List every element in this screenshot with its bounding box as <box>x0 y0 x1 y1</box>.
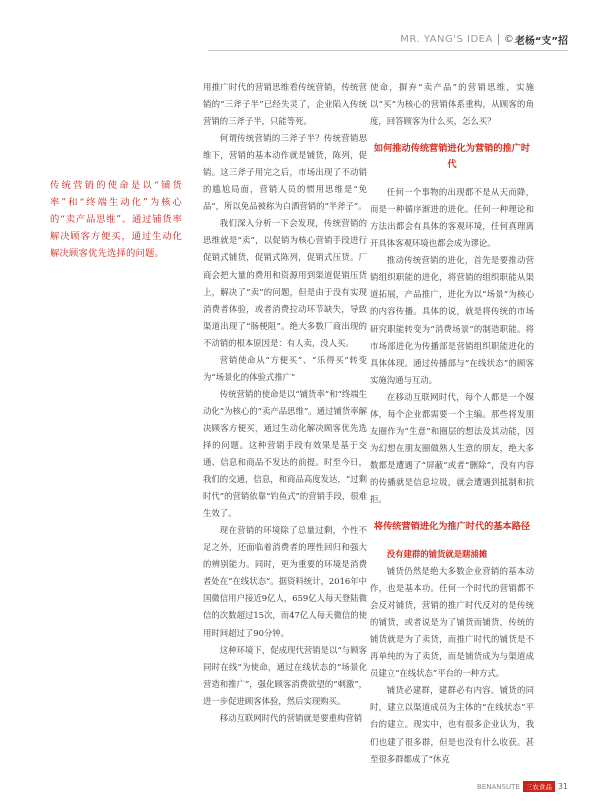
footer-magazine-name: BENANSUTE <box>477 782 520 791</box>
paragraph: 现在营销的环境除了总量过剩，个性不足之外，还面临着消费者的理性回归和强大的辨别能力。同时，更为重要的环境是消费者处在“在线状态”。据资料统计，2016年中国微信用户接近9亿人，659亿人每天登陆微信的次数超过15次，而47亿人每天微信的使用时间超过了90分钟。 <box>203 525 367 638</box>
paragraph: 铺货必建群，建群必有内容。铺货的同时，建立以渠道成员为主体的“在线状态”平台的建立。现实中，也有很多企业认为，我们也建了很多群，但是也没有什么收获。甚至很多群都成了“休克 <box>370 685 534 764</box>
paragraph: 铺货仍然是绝大多数企业营销的基本动作，也是基本功。任何一个时代的营销都不会反对铺货，营销的推广时代反对的是传统的铺货，或者说是为了铺货而铺货，传统的铺货就是为了卖货，而推广时代的铺货是不再单纯的为了卖货，而是铺货成为与渠道成员建立“在线状态”平台的一种方式。 <box>370 566 534 679</box>
paragraph: 用推广时代的营销思维看传统营销，传统营销的“三斧子半”已经失灵了，企业陷入传统营销的三斧子半，只能等死。 <box>203 82 367 127</box>
paragraph: 我们深入分析一下会发现，传统营销的思维就是“卖”，以促销为核心营销手段进行促销式铺货，促销式陈列，促销式压货。厂商会把大量的费用和资源用到渠道促销压货上，解决了“卖”的问题，但是由于没有实现消费者体验，或者消费拉动环节缺失，导致渠道出现了“肠梗阻”。绝大多数厂商出现的不动销的根本原因是：有人卖，没人买。 <box>203 218 367 348</box>
subsection-heading: 没有建群的铺货就是瞎浦摊 <box>386 549 488 560</box>
page-header <box>400 30 568 48</box>
paragraph: 这种环境下，促成现代营销是以“与顾客同时在线”为使命，通过在线状态的“场景化营造和推广”，强化顾客消费欲望的“刺激”，进一步促进顾客体验，然后实现购买。 <box>203 644 367 706</box>
paragraph: 传统营销的使命是以“铺货率”和“终端生动化”为核心的“卖产品思维”。通过铺货率解决顾客方便买，通过生动化解决顾客优先选择的问题。这种营销手段有效果是基于交通、信息和商品不发达的前提。时至今日，我们的交通，信息，和商品高度发达，“过剩时代”的营销依靠“钓鱼式”的营销手段，很难生效了。 <box>203 388 367 519</box>
section-heading: 如何推动传统营销进化为营销的推广时代 <box>373 143 531 171</box>
paragraph: 何谓传统营销的三斧子半？传统营销思维下，营销的基本动作就是铺货，陈列，促销。这三斧子用完之后，市场出现了不动销的尴尬局面，营销人员的惯用思维是“免品”，所以免品被称为白酒营销的“半斧子”。 <box>203 133 367 212</box>
paragraph: 在移动互联网时代，每个人都是一个媒体，每个企业都需要一个主编。那些将发朋友圈作为“生意”和圈层的想法及其动能，因为幻想在朋友圈做熟人生意的朋友，绝大多数都是遭遇了“屏蔽”或者“删除”，没有内容的传播就是信息垃圾，就会遭遇到抵制和抗拒。 <box>370 391 534 504</box>
paragraph: 使命，摒弃“卖产品”的营销思维，实施以“买”为核心的营销体系重构，从顾客的角度，回答顾客为什么买，怎么买？ <box>370 82 534 127</box>
page-number: 31 <box>557 782 568 791</box>
footer-badge: 三农食品 <box>523 781 555 792</box>
paragraph: 移动互联网时代的营销就是要重构营销 <box>219 712 363 723</box>
section-heading: 将传统营销进化为推广时代的基本路径 <box>373 521 531 533</box>
paragraph: 营销使命从“方便买”、“乐得买”转变为“场景化的体验式推广” <box>203 354 367 382</box>
article-column-right <box>370 79 534 768</box>
article-column-left <box>203 79 367 727</box>
magazine-brand: MR. YANG'S IDEA <box>400 33 493 45</box>
copyright-icon: © <box>503 33 514 45</box>
paragraph: 推动传统营销的进化，首先是要推动营销组织职能的进化，将营销的组织职能从渠道拓展，产品推广，进化为以“场景”为核心的内容传播。具体的说，就是将传统的市场研究职能转变为“消费场景”的制造职能。将市场部进化为传播部是营销组织职能进化的具体体现。通过传播部与“在线状态”的顾客实施沟通与互动。 <box>370 255 534 385</box>
paragraph: 任何一个事物的出现都不是从天而降，而是一种循序渐进的进化。任何一种理论和方法出都会有具体的客观环境，任何真理离开具体客观环境也都会成为谬论。 <box>370 187 534 249</box>
page-footer <box>477 781 568 792</box>
pull-quote: 传统营销的使命是以“铺货率”和“终端生动化”为核心的“卖产品思维”。通过铺货率解决顾客方便买，通过生动化解决顾客优先选择的问题。 <box>50 180 182 259</box>
column-name: 老杨“支”招 <box>514 35 568 47</box>
header-divider <box>498 34 499 45</box>
header-rule <box>208 50 568 51</box>
